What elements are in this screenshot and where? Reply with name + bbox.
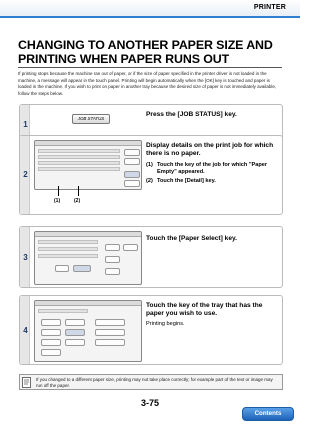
screen-info-row bbox=[38, 240, 98, 244]
screen-tray-button bbox=[41, 339, 61, 346]
callout-line-2 bbox=[78, 186, 79, 196]
footnote-text: If you changed to a different paper size, printing may not take place correctly; for example part of the text or image may run off the paper. bbox=[36, 377, 273, 388]
job-detail-screen-image bbox=[34, 231, 142, 285]
step-4 bbox=[19, 295, 283, 365]
screen-tray-button bbox=[95, 319, 125, 326]
substep-number: (2) bbox=[146, 178, 153, 184]
note-icon bbox=[22, 377, 31, 388]
screen-option-button bbox=[105, 268, 120, 275]
callout-line-1 bbox=[58, 186, 59, 196]
step-number: 3 bbox=[23, 253, 28, 262]
footnote-box bbox=[19, 374, 283, 390]
screen-tray-button-selected bbox=[65, 329, 85, 336]
step-number: 4 bbox=[23, 326, 28, 335]
screen-tab-bar bbox=[35, 232, 141, 237]
substep-text: Touch the key of the job for which "Paper Empty" appeared. bbox=[157, 162, 268, 175]
step-number: 1 bbox=[23, 120, 28, 129]
screen-side-button bbox=[124, 158, 140, 165]
step-instruction: Display details on the print job for which there is no paper. bbox=[146, 142, 274, 157]
substep-number: (1) bbox=[146, 162, 153, 168]
screen-tray-button bbox=[41, 319, 61, 326]
screen-option-button bbox=[105, 244, 120, 251]
screen-job-row bbox=[38, 161, 120, 165]
screen-info-row bbox=[38, 254, 98, 258]
screen-job-row bbox=[38, 167, 120, 171]
job-status-screen-image bbox=[34, 140, 142, 190]
screen-tray-button bbox=[41, 349, 61, 356]
step-3 bbox=[19, 226, 283, 288]
page-number: 3-75 bbox=[140, 398, 159, 408]
screen-info-row bbox=[38, 247, 98, 251]
section-title: PRINTER bbox=[253, 4, 286, 11]
screen-tray-button bbox=[41, 329, 61, 336]
step-2 bbox=[19, 135, 283, 215]
screen-paper-select-button bbox=[73, 265, 91, 272]
step-instruction: Touch the [Paper Select] key. bbox=[146, 235, 237, 242]
contents-button[interactable]: Contents bbox=[242, 407, 294, 421]
screen-side-button bbox=[124, 180, 140, 187]
screen-tray-button bbox=[65, 319, 85, 326]
screen-option-button bbox=[105, 256, 120, 263]
screen-side-button bbox=[124, 149, 140, 156]
screen-tray-button bbox=[95, 339, 125, 346]
screen-option-button bbox=[55, 265, 69, 272]
screen-detail-button bbox=[124, 171, 140, 178]
title-divider bbox=[18, 67, 282, 68]
screen-tray-button bbox=[65, 339, 85, 346]
callout-label-1: (1) bbox=[54, 198, 61, 204]
job-status-key-image: JOB STATUS bbox=[72, 114, 110, 124]
paper-select-screen-image bbox=[34, 300, 142, 362]
intro-paragraph: If printing stops because the machine ran out of paper, or if the size of paper specified in the printer driver is not loaded in the machine, a message will appear in the touch panel. Printing will begin automatically when the [OK] key is touched and paper is loaded in the machine. If you wish to print on paper in another tray because the desired size of paper is not immediately available, follow the steps below. bbox=[18, 71, 277, 96]
screen-tab-bar bbox=[35, 141, 141, 146]
screen-tray-button bbox=[95, 329, 125, 336]
step-instruction: Touch the key of the tray that has the paper you wish to use. bbox=[146, 302, 263, 317]
screen-info-row bbox=[38, 309, 88, 313]
step-instruction: Press the [JOB STATUS] key. bbox=[146, 111, 237, 118]
screen-tab-bar bbox=[35, 301, 141, 306]
screen-job-row bbox=[38, 155, 120, 159]
step-note: Printing begins. bbox=[146, 321, 185, 327]
header-bar bbox=[0, 0, 300, 18]
substep-text: Touch the [Detail] key. bbox=[157, 178, 216, 184]
step-number: 2 bbox=[23, 170, 28, 179]
page-title: CHANGING TO ANOTHER PAPER SIZE AND PRINTING WHEN PAPER RUNS OUT bbox=[18, 38, 273, 66]
callout-label-2: (2) bbox=[74, 198, 81, 204]
screen-option-button bbox=[123, 244, 138, 251]
screen-job-row bbox=[38, 149, 120, 153]
